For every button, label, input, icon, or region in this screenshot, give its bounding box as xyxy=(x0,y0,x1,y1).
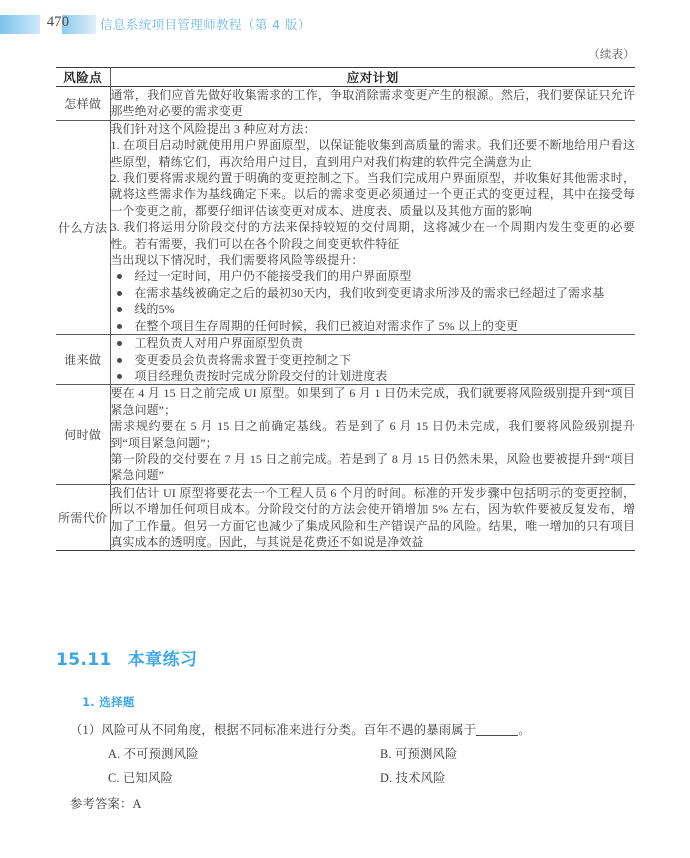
row-content-what-method xyxy=(110,120,635,334)
running-head xyxy=(0,14,690,36)
row-label-cost: 所需代价 xyxy=(58,511,108,526)
row-content-how xyxy=(110,87,635,121)
list-item: 变更委员会负责将需求置于变更控制之下 xyxy=(111,352,636,368)
paragraph: 1. 在项目启动时就使用用户界面原型，以保证能收集到高质量的需求。我们还要不断地给用户看这些原型，精练它们，再次给用户过目，直到用户对我们构建的软件完全满意为止 xyxy=(110,138,635,169)
paragraph: 当出现以下情况时，我们需要将风险等级提升： xyxy=(110,253,364,268)
option-b: B. 可预测风险 xyxy=(380,747,458,761)
list-item: 项目经理负责按时完成分阶段交付的计划进度表 xyxy=(111,368,636,384)
list-item: 在整个项目生存周期的任何时候，我们已被迫对需求作了 5% 以上的变更 xyxy=(111,318,636,334)
table-header-row xyxy=(56,68,635,87)
option-row-cd xyxy=(70,768,630,788)
table-row xyxy=(56,120,635,334)
risk-response-table-wrapper xyxy=(56,67,635,551)
table-row xyxy=(56,385,635,484)
risk-response-table xyxy=(56,67,635,551)
column-header-risk-point: 风险点 xyxy=(63,71,103,85)
list-item: 工程负责人对用户界面原型负责 xyxy=(111,335,636,351)
table-row xyxy=(56,335,635,385)
list-item: 在需求基线被确定之后的最初30天内，我们收到变更请求所涉及的需求已经超过了需求基 xyxy=(111,285,636,301)
bullet-list xyxy=(111,335,636,384)
paragraph: 我们估计 UI 原型将要花去一个工程人员 6 个月的时间。标准的开发步骤中包括明示的变更控制，所以不增加任何项目成本。分阶段交付的方法会使开销增加 5% 左右，因为软件要被反复发布，增加了工作量。但另一方面它也减少了集成风险和生产错误产品的风险。结果，唯一增加的只有项目真实成本的透明度。因此，与其说是花费还不如说是净效益 xyxy=(110,485,635,549)
question-text: 风险可从不同角度，根据不同标准来进行分类。百年不遇的暴雨属于 xyxy=(101,723,477,737)
question-text-tail: 。 xyxy=(518,723,531,737)
question-number: （1） xyxy=(70,723,102,737)
option-c: C. 已知风险 xyxy=(108,771,173,785)
row-content-cost xyxy=(110,484,635,551)
option-d: D. 技术风险 xyxy=(380,771,446,785)
row-label-when: 何时做 xyxy=(64,428,102,443)
reference-answer: 参考答案：A xyxy=(70,797,142,811)
section-title: 本章练习 xyxy=(127,650,198,670)
row-label-who: 谁来做 xyxy=(64,353,102,368)
question-stem xyxy=(70,720,630,740)
section-heading xyxy=(56,645,197,670)
table-continued-marker: （续表） xyxy=(588,49,635,61)
section-number: 15.11 xyxy=(56,650,112,670)
paragraph: 2. 我们要将需求规约置于明确的变更控制之下。当我们完成用户界面原型，并收集好其他需求时，就将这些需求作为基线确定下来。以后的需求变更必须通过一个更正式的变更过程，其中在接受每一个变更之前，都要仔细评估该变更对成本、进度表、质量以及其他方面的影响 xyxy=(110,171,635,218)
list-item: 线的5% xyxy=(111,301,636,317)
paragraph: 3. 我们将运用分阶段交付的方法来保持较短的交付周期，这将减少在一个周期内发生变更的必要性。若有需要，我们可以在各个阶段之间变更软件特征 xyxy=(110,220,635,251)
row-label-what-method: 什么方法 xyxy=(58,220,108,235)
table-row xyxy=(56,484,635,551)
paragraph: 通常，我们应首先做好收集需求的工作，争取消除需求变更产生的根源。然后，我们要保证只允许那些绝对必要的需求变更 xyxy=(110,88,635,119)
list-item: 经过一定时间，用户仍不能接受我们的用户界面原型 xyxy=(111,268,636,284)
row-label-how: 怎样做 xyxy=(64,96,102,111)
paragraph: 要在 4 月 15 日之前完成 UI 原型。如果到了 6 月 1 日仍未完成，我们就要将风险级别提升到“项目紧急问题”； xyxy=(110,386,635,417)
page-number: 470 xyxy=(46,14,70,30)
book-title: 信息系统项目管理师教程（第 4 版） xyxy=(100,17,311,32)
header-gradient-bar-left xyxy=(0,15,40,34)
answer-blank xyxy=(476,735,518,736)
exercise-question-block xyxy=(70,720,630,812)
paragraph: 需求规约要在 5 月 15 日之前确定基线。若是到了 6 月 15 日仍未完成，我们要将风险级别提升到“项目紧急问题”； xyxy=(110,419,635,450)
option-row-ab xyxy=(70,744,630,764)
row-content-who xyxy=(110,335,635,385)
option-a: A. 不可预测风险 xyxy=(108,747,199,761)
paragraph: 第一阶段的交付要在 7 月 15 日之前完成。若是到了 8 月 15 日仍然未果，风险也要被提升到“项目紧急问题” xyxy=(110,451,635,483)
subsection-heading: 1. 选择题 xyxy=(82,695,135,709)
column-header-response-plan: 应对计划 xyxy=(110,68,635,87)
table-row xyxy=(56,87,635,121)
paragraph: 我们针对这个风险提出 3 种应对方法： xyxy=(110,121,316,136)
row-content-when xyxy=(110,385,635,484)
bullet-list xyxy=(111,268,636,334)
